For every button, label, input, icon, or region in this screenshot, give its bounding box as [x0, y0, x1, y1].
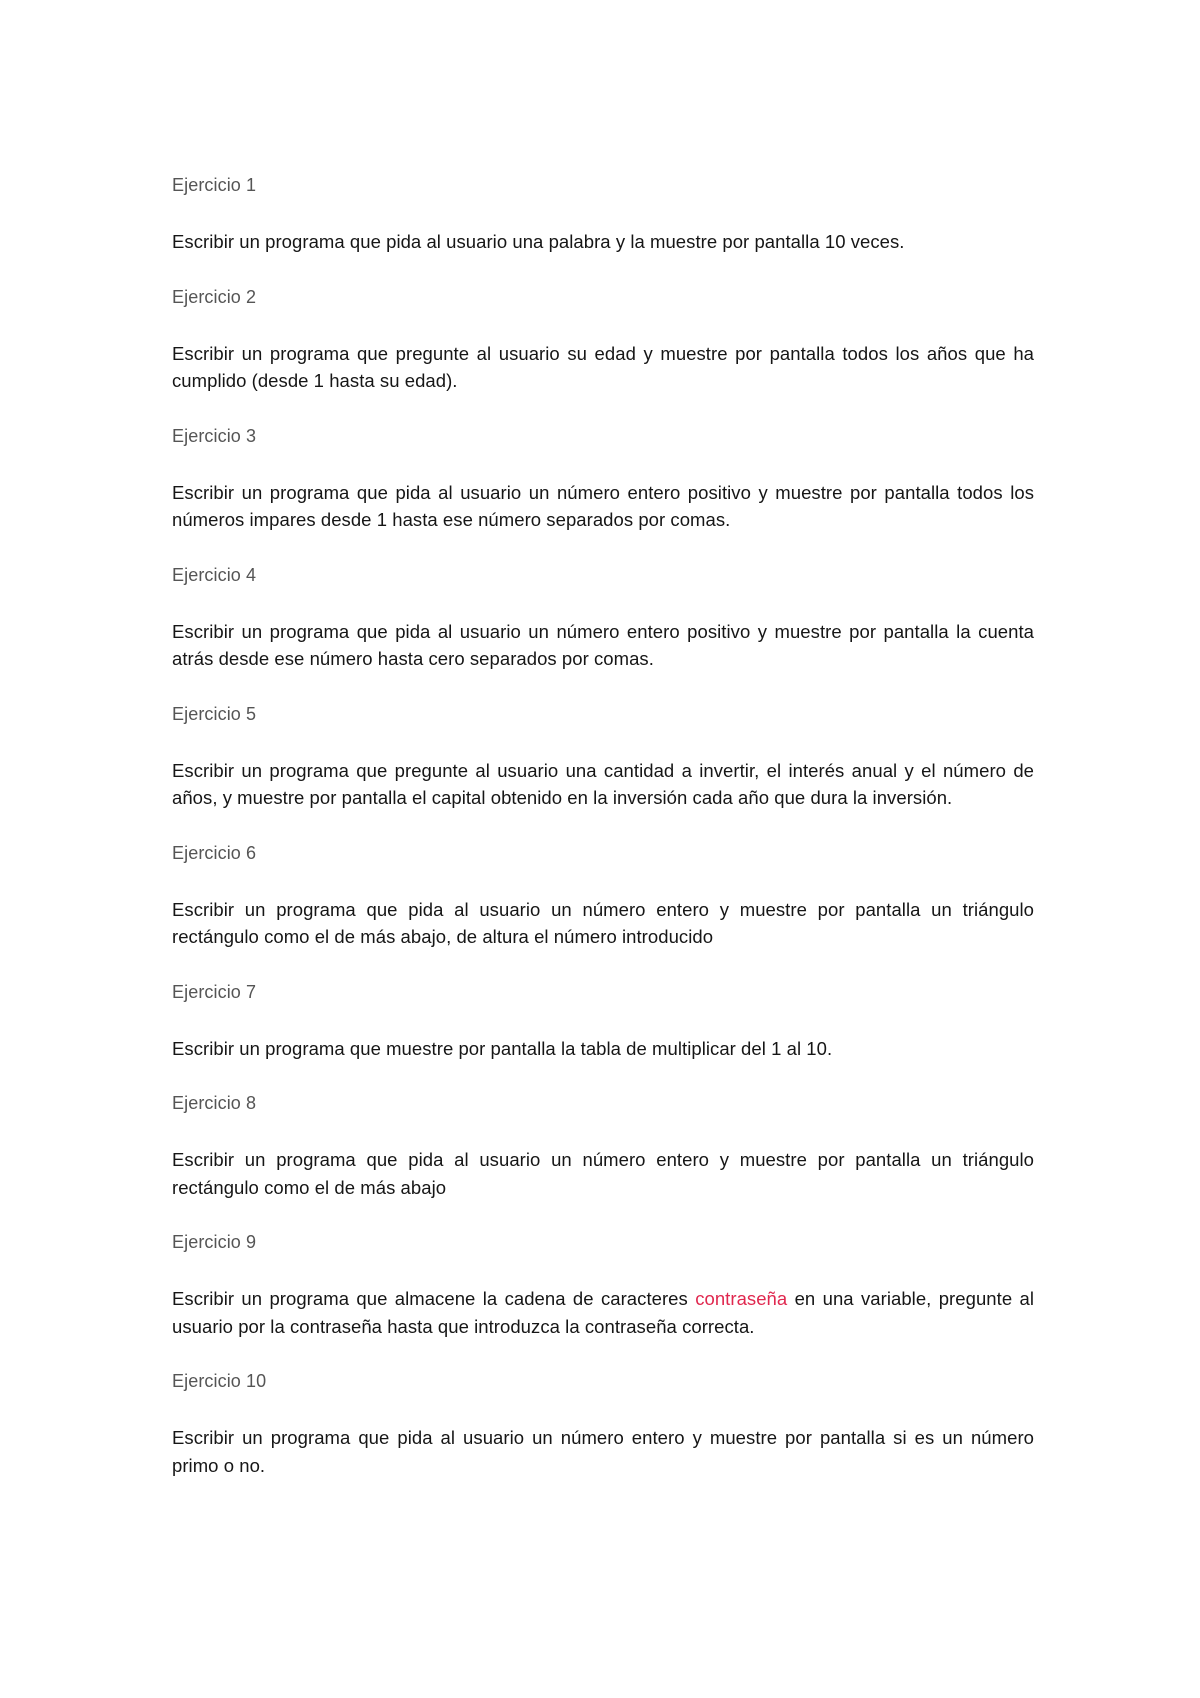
exercise-heading: Ejercicio 9: [172, 1232, 257, 1252]
exercise-text: Escribir un programa que muestre por pantalla la tabla de multiplicar del 1 al 10.: [172, 1037, 833, 1059]
exercise-9: [172, 1229, 1034, 1340]
exercise-heading: Ejercicio 4: [172, 564, 257, 585]
exercise-text: Escribir un programa que pida al usuario un número entero positivo y muestre por pantalla la cuenta atrás desde ese número hasta cero separados por comas.: [172, 620, 1034, 669]
exercise-text: Escribir un programa que pregunte al usuario una cantidad a invertir, el interés anual y el número de años, y muestre por pantalla el capital obtenido en la inversión cada año que dura la inversión.: [172, 759, 1034, 808]
exercise-text: Escribir un programa que pida al usuario un número entero y muestre por pantalla un triángulo rectángulo como el de más abajo: [172, 1149, 1034, 1198]
exercise-heading: Ejercicio 8: [172, 1093, 257, 1113]
exercise-heading: Ejercicio 3: [172, 425, 257, 446]
exercise-heading: Ejercicio 7: [172, 981, 257, 1002]
document-body: [172, 172, 1034, 1507]
exercise-heading: Ejercicio 2: [172, 286, 257, 307]
exercise-3: [172, 423, 1034, 534]
exercise-7: [172, 979, 1034, 1063]
exercise-text: Escribir un programa que pida al usuario un número entero y muestre por pantalla si es un número primo o no.: [172, 1427, 1034, 1476]
exercise-1: [172, 172, 1034, 256]
exercise-8: [172, 1090, 1034, 1201]
exercise-text-part: Escribir un programa que almacene la cadena de caracteres: [172, 1288, 696, 1309]
highlighted-word: contraseña: [695, 1288, 788, 1309]
exercise-text: Escribir un programa que pida al usuario una palabra y la muestre por pantalla 10 veces.: [172, 231, 905, 252]
exercise-heading: Ejercicio 5: [172, 703, 257, 724]
exercise-text-part: en una variable, pregunte al usuario por la contraseña hasta que introduzca la contraseña correcta.: [172, 1288, 1035, 1337]
exercise-heading: Ejercicio 1: [172, 175, 257, 195]
exercise-text: Escribir un programa que pida al usuario un número entero positivo y muestre por pantalla todos los números impares desde 1 hasta ese número separados por comas.: [172, 481, 1034, 530]
exercise-6: [172, 840, 1034, 951]
exercise-text: [172, 1285, 1034, 1340]
exercise-heading: Ejercicio 6: [172, 842, 257, 863]
exercise-2: [172, 284, 1034, 395]
exercise-text: Escribir un programa que pregunte al usuario su edad y muestre por pantalla todos los años que ha cumplido (desde 1 hasta su edad).: [172, 342, 1034, 391]
exercise-heading: Ejercicio 10: [172, 1371, 267, 1391]
exercise-10: [172, 1368, 1034, 1479]
exercise-5: [172, 701, 1034, 812]
exercise-text: Escribir un programa que pida al usuario un número entero y muestre por pantalla un triángulo rectángulo como el de más abajo, de altura el número introducido: [172, 898, 1034, 947]
exercise-4: [172, 562, 1034, 673]
